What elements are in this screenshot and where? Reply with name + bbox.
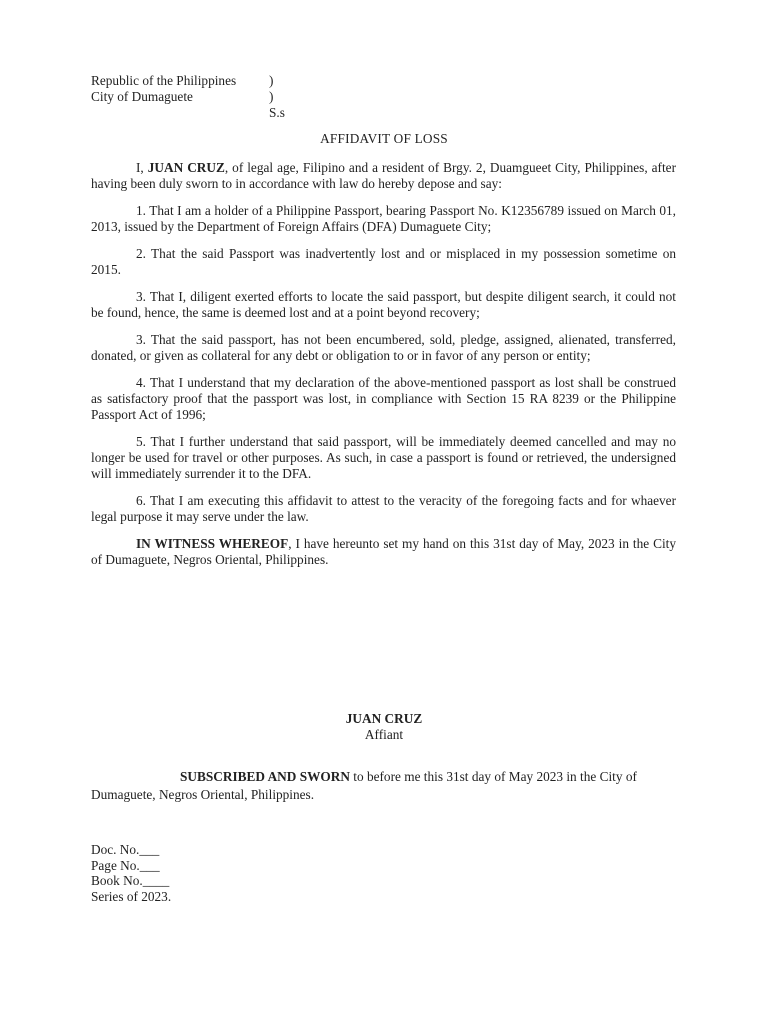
intro-paragraph [91,160,676,192]
witness-heading: IN WITNESS WHEREOF [136,536,289,551]
paragraph-3: 3. That I, diligent exerted efforts to locate the said passport, but despite diligent search, it could not be found, hence, the same is deemed lost and at a point beyond recovery; [91,289,676,320]
paragraph-1: 1. That I am a holder of a Philippine Passport, bearing Passport No. K12356789 issued on March 01, 2013, issued by the Department of Foreign Affairs (DFA) Dumaguete City; [91,203,676,234]
witness-paragraph [91,536,676,568]
paragraph-5: 5. That I further understand that said passport, will be immediately deemed cancelled and may no longer be used for travel or other purposes. As such, in case a passport is found or retrieved, the undersigned will immediately surrender it to the DFA. [91,434,676,481]
witness-rest: , I have hereunto set my hand on this 31st day of May, 2023 in the City of Dumaguete, Negros Oriental, Philippines. [91,536,676,567]
book-number: Book No.____ [91,873,170,889]
paragraph-3b: 3. That the said passport, has not been encumbered, sold, pledge, assigned, alienated, transferred, donated, or given as collateral for any debt or obligation to or in favor of any person or entity; [91,332,676,363]
venue-country: Republic of the Philippines [91,73,237,88]
venue-ss: ) S.s [269,89,285,120]
intro-rest: , of legal age, Filipino and a resident of Brgy. 2, Duamgueet City, Philippines, after having been duly sworn to in accordance with law do hereby depose and say: [91,160,676,191]
page-number: Page No.___ [91,857,160,873]
venue-line-2 [91,89,285,120]
signature-block [0,711,768,743]
jurat-rest: to before me this 31st day of May 2023 in the City of Dumaguete, Negros Oriental, Philippines. [91,769,637,802]
affidavit-body [91,160,676,579]
notarial-register [91,842,171,904]
doc-number: Doc. No.___ [91,842,160,857]
venue-bracket: ) [269,73,274,88]
paragraph-2: 2. That the said Passport was inadvertently lost and or misplaced in my possession sometime on 2015. [91,246,676,277]
signatory-role: Affiant [364,727,404,742]
venue-block [91,73,285,120]
document-title: AFFIDAVIT OF LOSS [320,131,448,146]
signatory-name: JUAN CRUZ [345,711,423,726]
venue-city: City of Dumaguete [91,89,193,104]
jurat-paragraph [91,768,676,804]
affiant-name: JUAN CRUZ [147,160,225,175]
jurat-heading: SUBSCRIBED AND SWORN [180,769,350,784]
paragraph-6: 6. That I am executing this affidavit to attest to the veracity of the foregoing facts and for whaever legal purpose it may serve under the law. [91,493,676,524]
paragraph-4: 4. That I understand that my declaration of the above-mentioned passport as lost shall be construed as satisfactory proof that the passport was lost, in compliance with Section 15 RA 8239 or the Philippine Passport Act of 1996; [91,375,676,422]
intro-prefix: I, [136,160,148,175]
venue-line-1 [91,73,274,89]
series-year: Series of 2023. [91,888,172,904]
